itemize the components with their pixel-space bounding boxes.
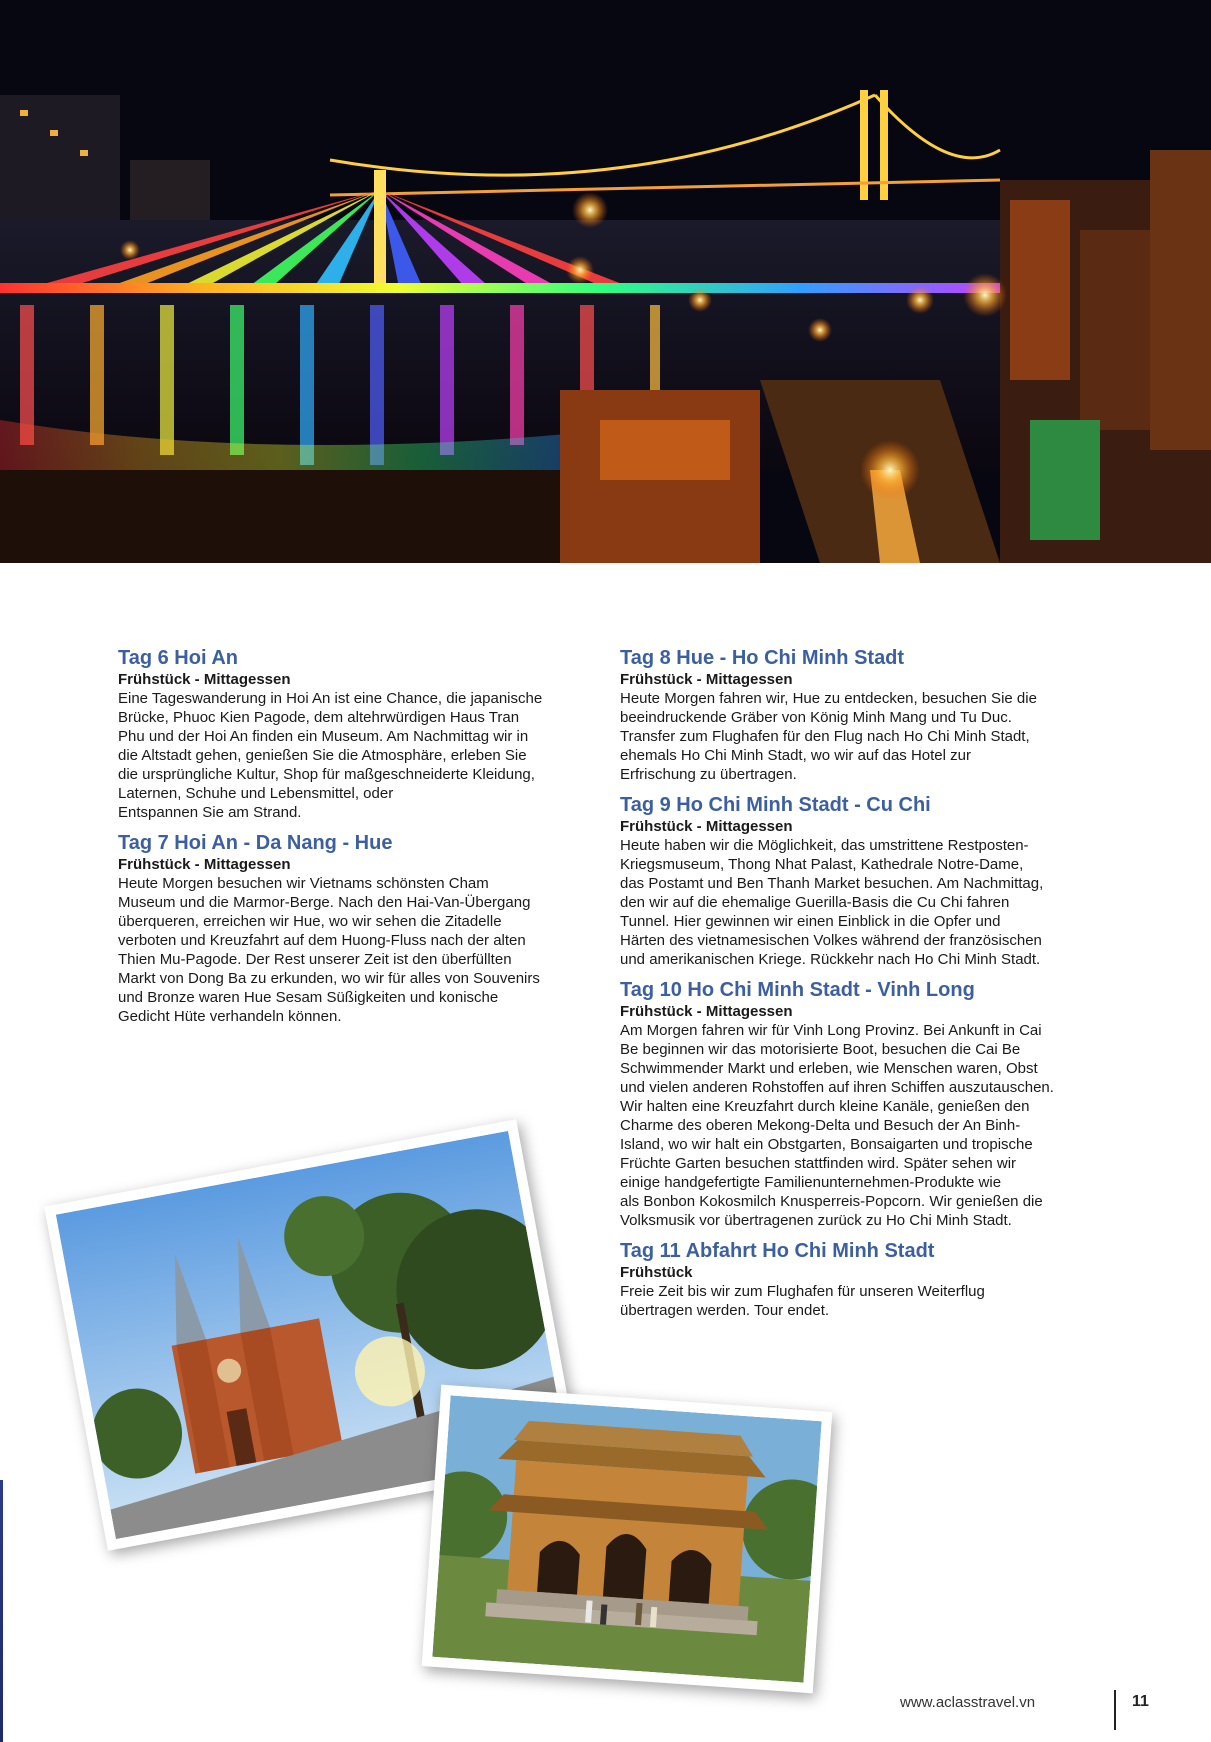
day-description — [620, 689, 1095, 784]
text-line: beeindruckende Gräber von König Minh Mang und Tu Duc. — [620, 709, 1012, 726]
text-line: Erfrischung zu übertragen. — [620, 766, 797, 783]
text-line: Thien Mu-Pagode. Der Rest unserer Zeit ist den überfüllten — [118, 951, 512, 968]
day-meals: Frühstück - Mittagessen — [118, 671, 291, 688]
text-line: Volksmusik vor übertragenen zurück zu Ho Chi Minh Stadt. — [620, 1212, 1012, 1229]
imperial-gate-photo — [432, 1395, 821, 1682]
text-line: Transfer zum Flughafen für den Flug nach Ho Chi Minh Stadt, — [620, 728, 1030, 745]
day-title: Tag 9 Ho Chi Minh Stadt - Cu Chi — [620, 794, 931, 816]
text-line: Schwimmender Markt und erleben, wie Menschen waren, Obst — [620, 1060, 1038, 1077]
text-line: Tunnel. Hier gewinnen wir einen Einblick in die Opfer und — [620, 913, 1001, 930]
day-description — [620, 1282, 1095, 1320]
day-title: Tag 6 Hoi An — [118, 647, 238, 669]
text-line: Charme des oberen Mekong-Delta und Besuch der An Binh- — [620, 1117, 1021, 1134]
text-line: Heute Morgen besuchen wir Vietnams schönsten Cham — [118, 875, 489, 892]
day-section-6 — [118, 646, 598, 822]
day-section-11 — [620, 1239, 1095, 1320]
gate-illustration — [432, 1395, 821, 1682]
text-line: Be beginnen wir das motorisierte Boot, besuchen die Cai Be — [620, 1041, 1021, 1058]
text-line: die Altstadt gehen, genießen Sie die Atmosphäre, erleben Sie — [118, 747, 527, 764]
text-line: den wir auf die ehemalige Guerilla-Basis die Cu Chi fahren — [620, 894, 1010, 911]
text-line: verboten und Kreuzfahrt auf dem Huong-Fluss nach der alten — [118, 932, 526, 949]
text-line: Kriegsmuseum, Thong Nhat Palast, Kathedrale Notre-Dame, — [620, 856, 1024, 873]
imperial-gate-photo-postcard — [422, 1385, 833, 1694]
text-line: Museum und die Marmor-Berge. Nach den Hai-Van-Übergang — [118, 894, 531, 911]
website-link[interactable]: www.aclasstravel.vn — [900, 1694, 1036, 1711]
text-line: Am Morgen fahren wir für Vinh Long Provinz. Bei Ankunft in Cai — [620, 1022, 1042, 1039]
text-line: einige handgefertigte Familienunternehmen-Produkte wie — [620, 1174, 1002, 1191]
text-line: Freie Zeit bis wir zum Flughafen für unseren Weiterflug — [620, 1283, 985, 1300]
text-line: überqueren, erreichen wir Hue, wo wir sehen die Zitadelle — [118, 913, 502, 930]
text-line: und amerikanischen Kriege. Rückkehr nach Ho Chi Minh Stadt. — [620, 951, 1041, 968]
itinerary-right-column — [620, 646, 1095, 1329]
text-line: Island, wo wir halt ein Obstgarten, Bonsaigarten und tropische — [620, 1136, 1033, 1153]
day-meals: Frühstück - Mittagessen — [620, 1003, 793, 1020]
footer-divider — [1114, 1690, 1116, 1730]
text-line: und vielen anderen Rohstoffen auf ihren Schiffen auszutauschen. — [620, 1079, 1054, 1096]
day-title: Tag 8 Hue - Ho Chi Minh Stadt — [620, 647, 905, 669]
day-meals: Frühstück - Mittagessen — [620, 818, 793, 835]
hero-photo-illustration — [0, 0, 1211, 563]
day-description — [620, 1021, 1095, 1230]
text-line: Gedicht Hüte verhandeln können. — [118, 1008, 342, 1025]
text-line: Entspannen Sie am Strand. — [118, 804, 302, 821]
text-line: Wir halten eine Kreuzfahrt durch kleine Kanäle, genießen den — [620, 1098, 1030, 1115]
page-number: 11 — [1132, 1693, 1149, 1710]
day-section-8 — [620, 646, 1095, 784]
text-line: das Postamt und Ben Thanh Market besuchen. Am Nachmittag, — [620, 875, 1044, 892]
text-line: ehemals Ho Chi Minh Stadt, wo wir auf das Hotel zur — [620, 747, 971, 764]
day-description — [118, 689, 598, 822]
text-line: Markt von Dong Ba zu erkunden, wo wir für alles von Souvenirs — [118, 970, 540, 987]
text-line: Früchte Garten besuchen stattfinden wird. Später sehen wir — [620, 1155, 1017, 1172]
day-description — [620, 836, 1095, 969]
text-line: Phu und der Hoi An finden ein Museum. Am Nachmittag wir in — [118, 728, 529, 745]
text-line: Heute Morgen fahren wir, Hue zu entdecken, besuchen Sie die — [620, 690, 1037, 707]
text-line: Eine Tageswanderung in Hoi An ist eine Chance, die japanische — [118, 690, 543, 707]
day-title: Tag 11 Abfahrt Ho Chi Minh Stadt — [620, 1240, 935, 1262]
itinerary-left-column — [118, 646, 598, 1035]
text-line: Laternen, Schuhe und Lebensmittel, oder — [118, 785, 394, 802]
text-line: die ursprüngliche Kultur, Shop für maßgeschneiderte Kleidung, — [118, 766, 535, 783]
day-section-9 — [620, 793, 1095, 969]
text-line: Härten des vietnamesischen Volkes während der französischen — [620, 932, 1042, 949]
day-section-7 — [118, 831, 598, 1026]
day-meals: Frühstück - Mittagessen — [118, 856, 291, 873]
text-line: Brücke, Phuoc Kien Pagode, dem altehrwürdigen Haus Tran — [118, 709, 520, 726]
day-meals: Frühstück — [620, 1264, 693, 1281]
day-description — [118, 874, 598, 1026]
edge-decoration-stripe — [0, 1480, 3, 1742]
day-section-10 — [620, 978, 1095, 1230]
text-line: und Bronze waren Hue Sesam Süßigkeiten und konische — [118, 989, 499, 1006]
hero-night-bridge-photo — [0, 0, 1211, 563]
text-line: übertragen werden. Tour endet. — [620, 1302, 830, 1319]
day-title: Tag 7 Hoi An - Da Nang - Hue — [118, 832, 393, 854]
text-line: Heute haben wir die Möglichkeit, das umstrittene Restposten- — [620, 837, 1029, 854]
day-meals: Frühstück - Mittagessen — [620, 671, 793, 688]
day-title: Tag 10 Ho Chi Minh Stadt - Vinh Long — [620, 979, 975, 1001]
text-line: als Bonbon Kokosmilch Knusperreis-Popcorn. Wir genießen die — [620, 1193, 1043, 1210]
